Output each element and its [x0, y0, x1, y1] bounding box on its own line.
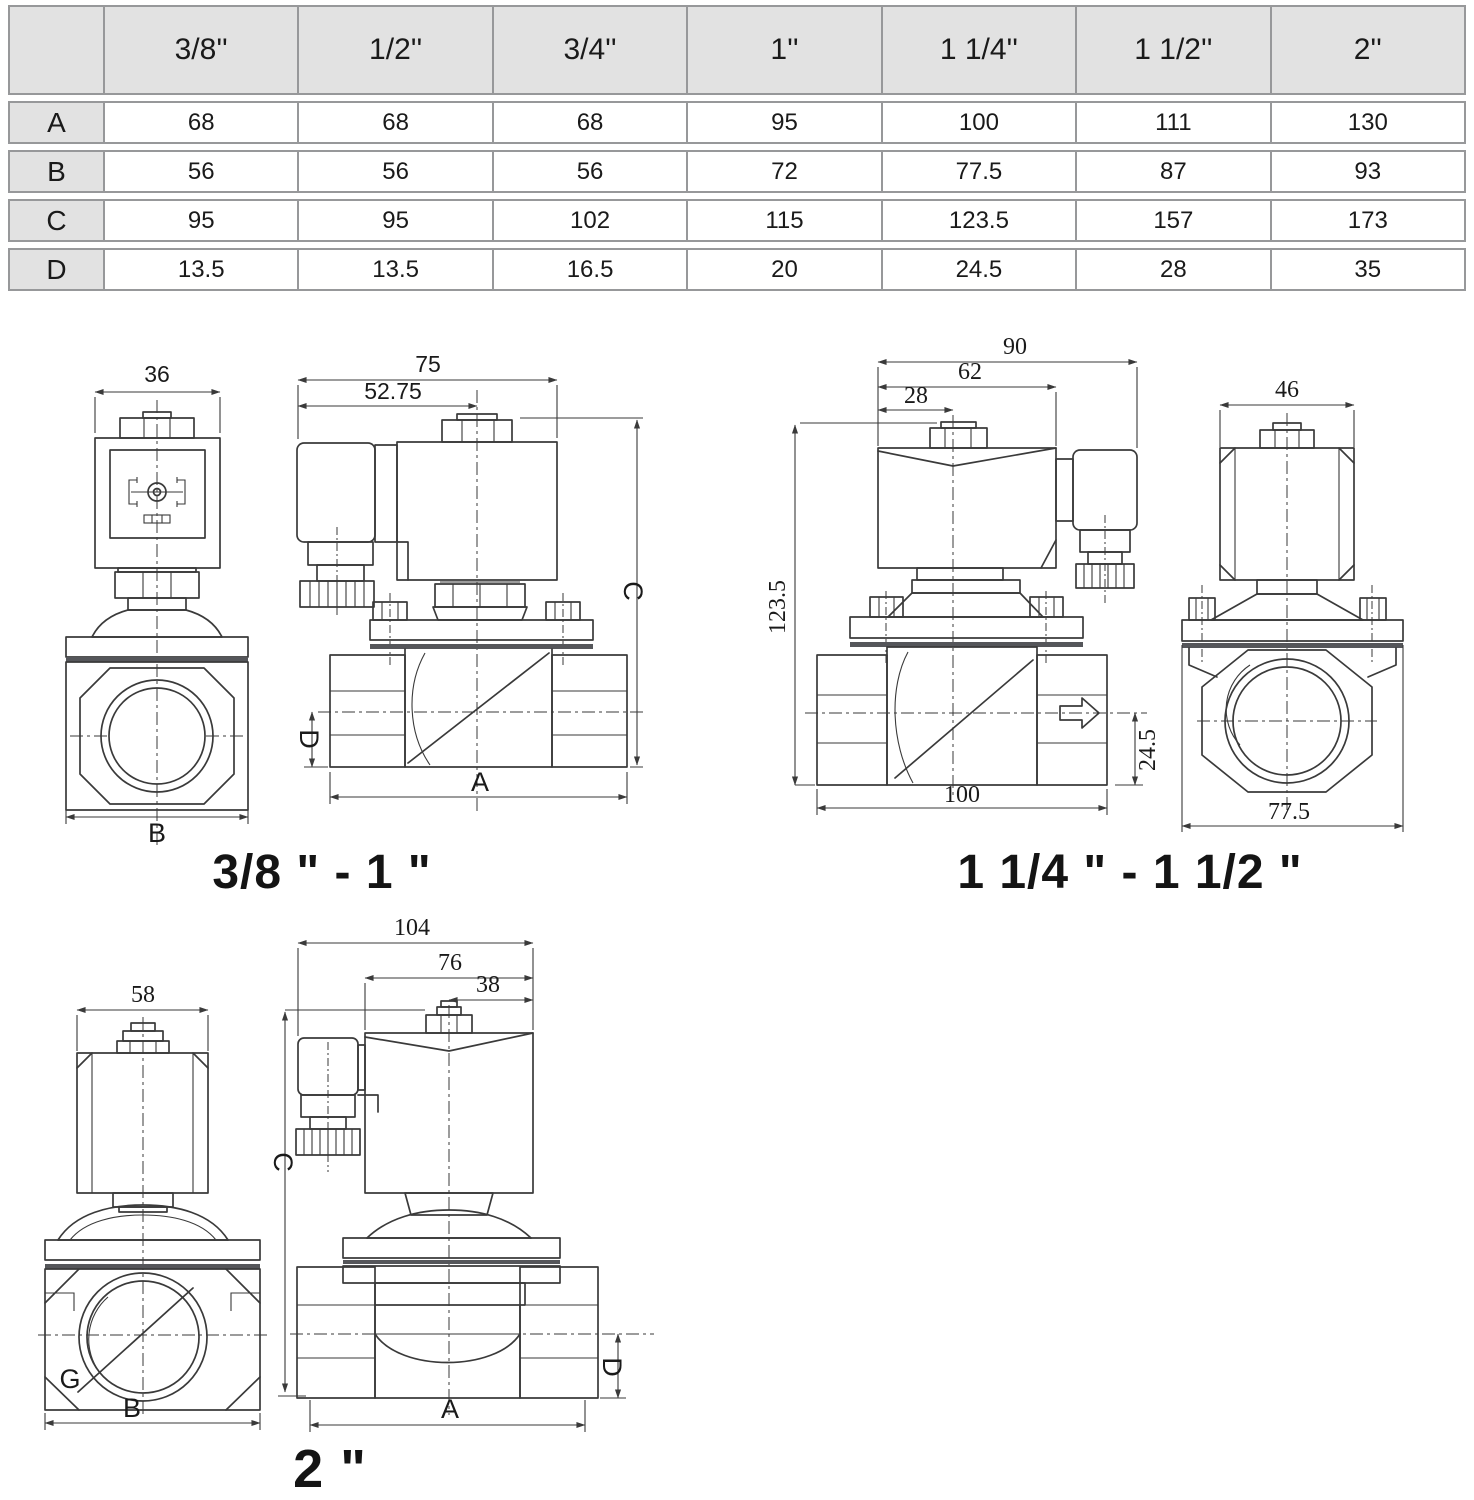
table-header: 3/4'' — [492, 5, 688, 95]
table-cell: 68 — [297, 101, 493, 144]
table-cell: 56 — [492, 150, 688, 193]
row-label: A — [8, 101, 105, 144]
dim-body-width: 77.5 — [1268, 799, 1310, 825]
table-cell: 68 — [492, 101, 688, 144]
drawing-front-small — [30, 340, 300, 870]
centerlines — [318, 390, 644, 815]
dimension-table — [8, 5, 1466, 291]
valve-outline — [296, 1001, 598, 1398]
dim-body-length: A — [470, 767, 490, 797]
caption-group-medium: 1 1/4 " - 1 1/2 " — [957, 846, 1303, 899]
dim-body-width: B — [147, 818, 167, 848]
table-cell: 173 — [1270, 199, 1466, 242]
table-cell: 157 — [1075, 199, 1271, 242]
table-cell: 95 — [103, 199, 299, 242]
dim-height: 123.5 — [765, 580, 791, 634]
valve-outline — [1182, 423, 1403, 792]
dim-coil-width: 36 — [144, 361, 170, 387]
caption-group-large: 2 " — [293, 1439, 367, 1499]
table-cell: 56 — [297, 150, 493, 193]
table-cell: 68 — [103, 101, 299, 144]
drawing-side-large — [260, 915, 680, 1470]
dim-body-length: A — [440, 1394, 460, 1424]
dim-coil-width: 58 — [131, 982, 155, 1008]
valve-outline — [45, 1023, 260, 1410]
dim-center-offset: 28 — [904, 383, 928, 409]
dim-center-offset: 38 — [476, 972, 500, 998]
centerlines — [805, 415, 1147, 797]
thread-label: G — [59, 1364, 81, 1394]
table-header: 1'' — [686, 5, 882, 95]
dim-coil-width: 46 — [1275, 377, 1299, 403]
caption-group-small: 3/8 " - 1 " — [212, 846, 432, 899]
table-cell: 102 — [492, 199, 688, 242]
table-cell: 115 — [686, 199, 882, 242]
table-cell: 56 — [103, 150, 299, 193]
centerlines — [38, 1017, 268, 1417]
table-cell: 16.5 — [492, 248, 688, 291]
dim-port-depth: D — [597, 1357, 627, 1377]
table-cell: 24.5 — [881, 248, 1077, 291]
dim-center-offset: 52.75 — [364, 378, 422, 404]
dim-port-depth: D — [294, 729, 324, 749]
dim-body-width: B — [122, 1393, 142, 1423]
dim-height: C — [618, 581, 648, 601]
table-header: 3/8'' — [103, 5, 299, 95]
drawing-side-medium — [765, 334, 1175, 845]
dim-port-center-height: 24.5 — [1135, 729, 1161, 771]
dim-body-length: 100 — [944, 782, 980, 808]
centerlines — [290, 1005, 654, 1415]
table-cell: 111 — [1075, 101, 1271, 144]
table-cell: 13.5 — [103, 248, 299, 291]
table-header: 2'' — [1270, 5, 1466, 95]
dim-coil-width: 62 — [958, 359, 982, 385]
table-header: 1 1/4'' — [881, 5, 1077, 95]
drawing-front-medium — [1175, 335, 1460, 845]
dim-height: C — [268, 1152, 298, 1172]
valve-outline — [297, 414, 627, 767]
table-cell: 130 — [1270, 101, 1466, 144]
table-cell: 95 — [686, 101, 882, 144]
dim-total-width: 104 — [394, 915, 430, 941]
table-cell: 20 — [686, 248, 882, 291]
table-header: 1 1/2'' — [1075, 5, 1271, 95]
drawing-side-small — [290, 335, 655, 880]
dim-total-width: 90 — [1003, 334, 1027, 360]
table-cell: 35 — [1270, 248, 1466, 291]
dimensions — [294, 351, 648, 804]
dim-coil-width: 76 — [438, 950, 462, 976]
table-corner-cell — [8, 5, 105, 95]
dim-total-width: 75 — [415, 351, 441, 377]
valve-outline — [817, 422, 1137, 785]
table-header: 1/2'' — [297, 5, 493, 95]
table-cell: 93 — [1270, 150, 1466, 193]
table-cell: 72 — [686, 150, 882, 193]
row-label: B — [8, 150, 105, 193]
dimensions — [268, 915, 627, 1432]
centerlines — [70, 400, 244, 845]
table-cell: 87 — [1075, 150, 1271, 193]
table-cell: 28 — [1075, 248, 1271, 291]
table-cell: 100 — [881, 101, 1077, 144]
table-cell: 123.5 — [881, 199, 1077, 242]
row-label: C — [8, 199, 105, 242]
table-cell: 13.5 — [297, 248, 493, 291]
table-cell: 77.5 — [881, 150, 1077, 193]
row-label: D — [8, 248, 105, 291]
table-cell: 95 — [297, 199, 493, 242]
centerlines — [1197, 413, 1377, 810]
